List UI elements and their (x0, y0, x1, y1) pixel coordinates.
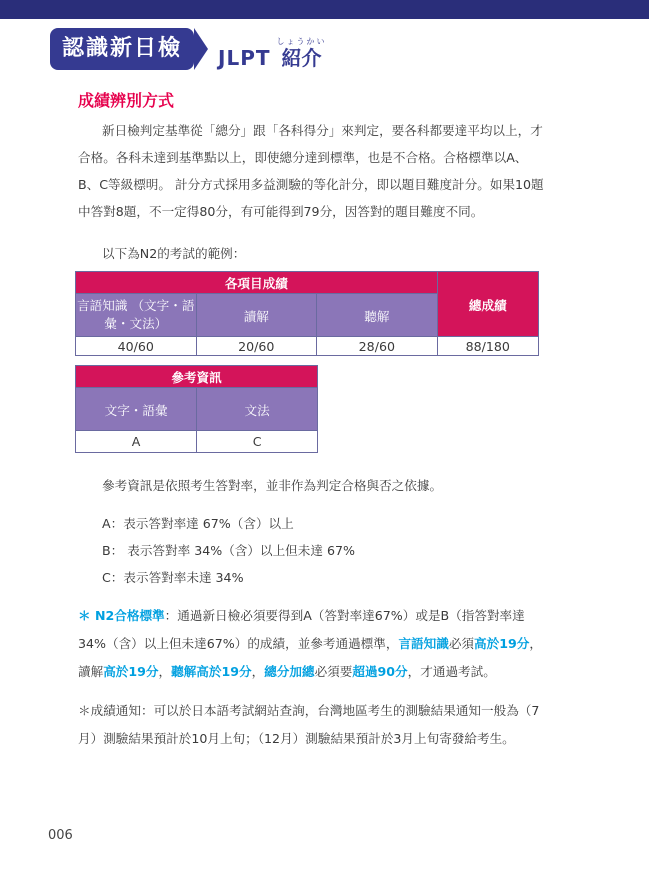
note-text: ，讀解 (78, 636, 542, 679)
col-reading: 讀解 (196, 294, 317, 337)
header-ruby: しょうかい (276, 37, 327, 46)
note-text: ：通過新日檢必須要得到A（答對率達67%）或是B（指答對率達34%（含）以上但未達67%）的成績，並參考通過標準， (78, 608, 525, 651)
reference-header: 參考資訊 (76, 366, 318, 388)
scores-table (75, 271, 539, 356)
note-text: 必須 (448, 636, 475, 651)
note-text: ， (158, 664, 172, 679)
highlight: 高於19分 (474, 636, 530, 651)
grade-list (102, 510, 355, 591)
reference-note: 參考資訊是依照考生答對率，並非作為判定合格與否之依據。 (102, 478, 443, 493)
pass-criteria-note (78, 602, 548, 686)
list-item: A：表示答對率達 67%（含）以上 (102, 516, 294, 531)
group-header: 各項目成績 (76, 272, 438, 294)
reference-table (75, 365, 318, 453)
page-number: 006 (48, 828, 73, 843)
note-prefix: ＊ N2合格標準 (78, 608, 165, 623)
col-grammar: 文法 (197, 388, 318, 431)
col-vocabulary: 文字・語彙 (76, 388, 197, 431)
header-subtitle (218, 37, 327, 70)
highlight: 總分加總 (264, 664, 315, 679)
section-title: 成績辨別方式 (78, 91, 175, 110)
list-item: B： 表示答對率 34%（含）以上但未達 67% (102, 543, 355, 558)
col-listening: 聽解 (317, 294, 438, 337)
result-notification-note: ＊成績通知：可以於日本語考試網站查詢，台灣地區考生的測驗結果通知一般為（7月）測驗結果預計於10月上旬；（12月）測驗結果預計於3月上旬寄發給考生。 (78, 703, 540, 746)
highlight: 言語知識 (398, 636, 449, 651)
note-text: ， (251, 664, 265, 679)
intro-text: 新日檢判定基準從「總分」跟「各科得分」來判定，要各科都要達平均以上，才合格。各科未達到基準點以上，即使總分達到標準，也是不合格。合格標準以A、B、C等級標明。 計分方式採用多益測驗的等化計分，即以題目難度計分。如果10題中答對8題，不一定得80分，有可能得到79分，因答對的題目難度不同。 (78, 123, 544, 219)
header-title: 紹介 (281, 46, 322, 70)
list-item: C：表示答對率未達 34% (102, 570, 244, 585)
header-jlpt: JLPT (218, 46, 271, 70)
note-text: 必須要 (314, 664, 353, 679)
col-language-knowledge: 言語知識 （文字・語彙・文法） (76, 294, 197, 337)
header-badge: 認識新日檢 (50, 28, 194, 70)
header-title-ruby-group (277, 37, 327, 70)
total-header: 總成績 (437, 272, 538, 337)
note-text: ，才通過考試。 (407, 664, 496, 679)
page-header (50, 28, 327, 70)
highlight: 高於19分 (103, 664, 159, 679)
highlight: 聽解高於19分 (171, 664, 252, 679)
highlight: 超過90分 (352, 664, 408, 679)
value-vocabulary: A (76, 431, 197, 453)
value-listening: 28/60 (317, 337, 438, 356)
intro-paragraph (78, 117, 546, 225)
value-total: 88/180 (437, 337, 538, 356)
value-grammar: C (197, 431, 318, 453)
value-reading: 20/60 (196, 337, 317, 356)
example-intro: 以下為N2的考試的範例： (102, 246, 246, 261)
value-language-knowledge: 40/60 (76, 337, 197, 356)
top-bar (0, 0, 649, 19)
